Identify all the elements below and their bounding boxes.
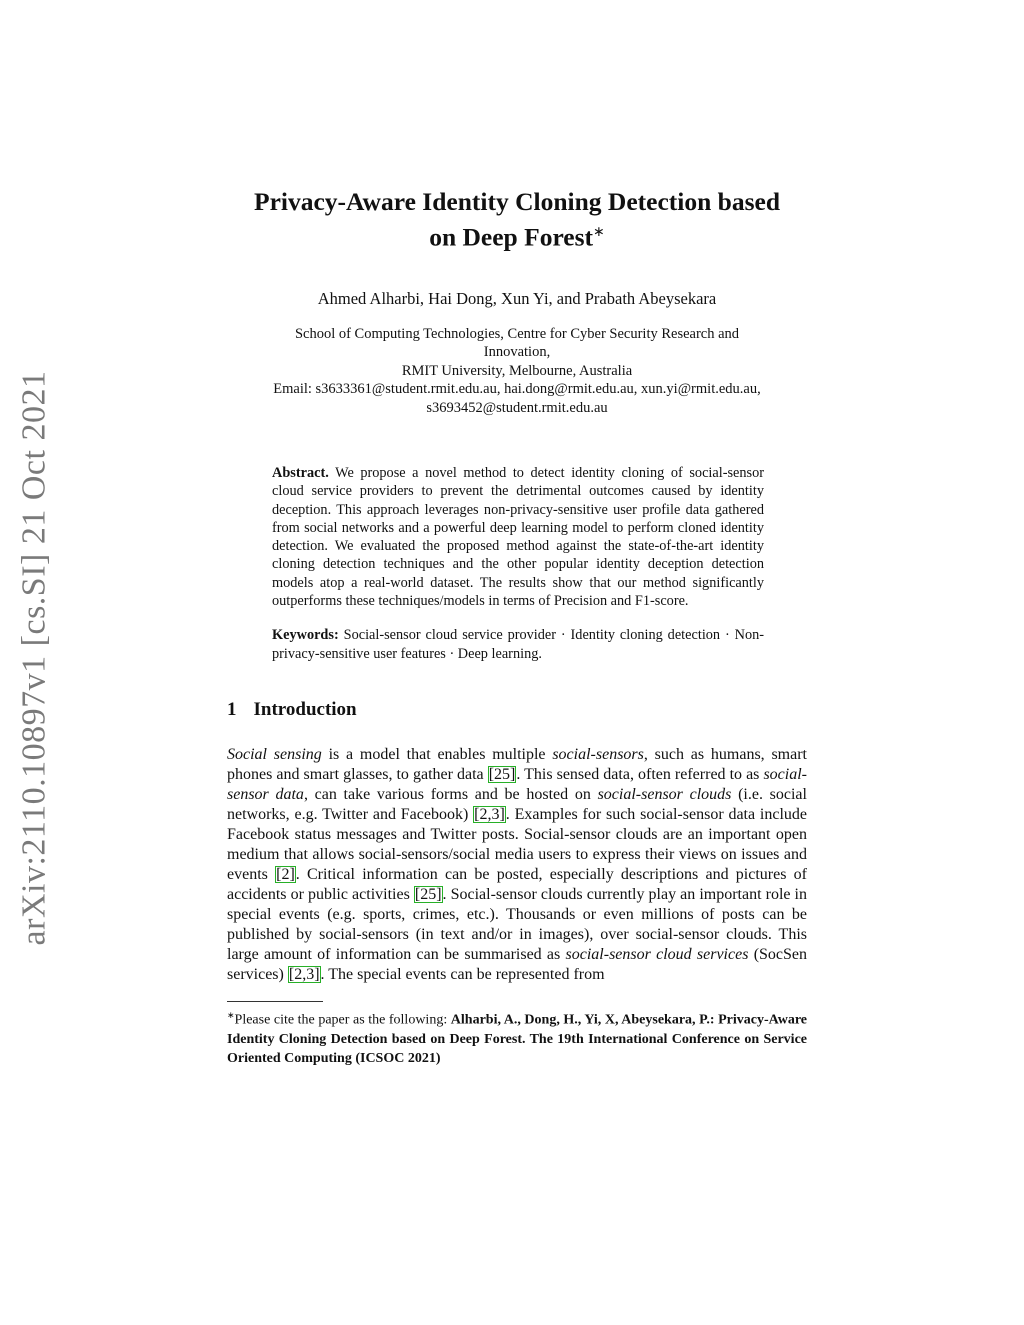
citation-link[interactable]: [2,3] bbox=[474, 805, 505, 823]
keywords-label: Keywords: bbox=[272, 627, 339, 644]
section-heading-introduction bbox=[227, 698, 807, 722]
affiliation-block bbox=[227, 325, 807, 418]
arxiv-identifier: arXiv:2110.10897v1 [cs.SI] 21 Oct 2021 bbox=[15, 370, 53, 945]
citation-link[interactable]: [2] bbox=[276, 865, 295, 883]
section-number: 1 bbox=[227, 698, 237, 720]
affiliation-line: Innovation, bbox=[483, 344, 551, 360]
footnote-mark: ∗ bbox=[227, 1009, 235, 1020]
citation-link[interactable]: [25] bbox=[414, 885, 442, 903]
arxiv-sidebar bbox=[10, 370, 58, 945]
paper-page bbox=[227, 186, 807, 1068]
citation-reference: Alharbi, A., Dong, H., Yi, X, Abeysekara, P.: Privacy-Aware Identity Cloning Detection based on Deep Forest. The 19th International Conference on Service Oriented Computing (ICSOC 2021) bbox=[227, 1012, 808, 1066]
title-footnote-mark: ∗ bbox=[593, 225, 605, 240]
keywords-text: Social-sensor cloud service provider · Identity cloning detection · Non-privacy-sensitive user features · Deep learning. bbox=[272, 627, 765, 662]
citation-link[interactable]: [2,3] bbox=[288, 965, 320, 983]
introduction-paragraph: Social sensing is a model that enables multiple social-sensors, such as humans, smart phones and smart glasses, to gather data [25]. This sensed data, often referred to as social-sensor data, can take various forms and be hosted on social-sensor clouds (i.e. social networks, e.g. Twitter and Facebook) [2,3]. Examples for such social-sensor data include Facebook status messages and Twitter posts. Social-sensor clouds are an important open medium that allows social-sensors/social media users to express their views on issues and events [2]. Critical information can be posted, especially descriptions and pictures of accidents or public activities [25]. Social-sensor clouds currently play an important role in special events (e.g. sports, crimes, etc.). Thousands or even millions of posts can be published by social-sensors (in text and/or in images), over social-sensor clouds. This large amount of information can be summarised as social-sensor cloud services (SocSen services) [2,3]. The special events can be represented from bbox=[227, 745, 808, 983]
paper-title: Privacy-Aware Identity Cloning Detection based on Deep Forest∗ bbox=[254, 187, 780, 252]
abstract-label: Abstract. bbox=[272, 465, 329, 481]
section-title: Introduction bbox=[253, 698, 357, 720]
author-list: Ahmed Alharbi, Hai Dong, Xun Yi, and Prabath Abeysekara bbox=[317, 288, 717, 308]
citation-link[interactable]: [25] bbox=[488, 765, 516, 783]
footnote: ∗Please cite the paper as the following: Alharbi, A., Dong, H., Yi, X, Abeysekara, P.: Privacy-Aware Identity Cloning Detection based on Deep Forest. The 19th International Conference on Service Oriented Computing (ICSOC 2021) bbox=[227, 1009, 808, 1066]
abstract-text: We propose a novel method to detect identity cloning of social-sensor cloud service providers to prevent the detrimental outcomes caused by identity deception. This approach leverages non-privacy-sensitive user profile data gathered from social networks and a powerful deep learning model to perform cloned identity detection. We evaluated the proposed method against the state-of-the-art identity cloning detection techniques and the other popular identity deception detection models atop a real-world dataset. The results show that our method significantly outperforms these techniques/models in terms of Precision and F1-score. bbox=[272, 465, 764, 610]
email-line: Email: s3633361@student.rmit.edu.au, hai.dong@rmit.edu.au, xun.yi@rmit.edu.au, bbox=[273, 381, 761, 397]
affiliation-line: RMIT University, Melbourne, Australia bbox=[401, 362, 633, 379]
footnote-divider bbox=[227, 1001, 323, 1002]
abstract bbox=[272, 464, 764, 610]
email-line: s3693452@student.rmit.edu.au bbox=[426, 399, 608, 416]
keywords bbox=[272, 626, 764, 663]
affiliation-line: School of Computing Technologies, Centre for Cyber Security Research and bbox=[294, 325, 740, 342]
